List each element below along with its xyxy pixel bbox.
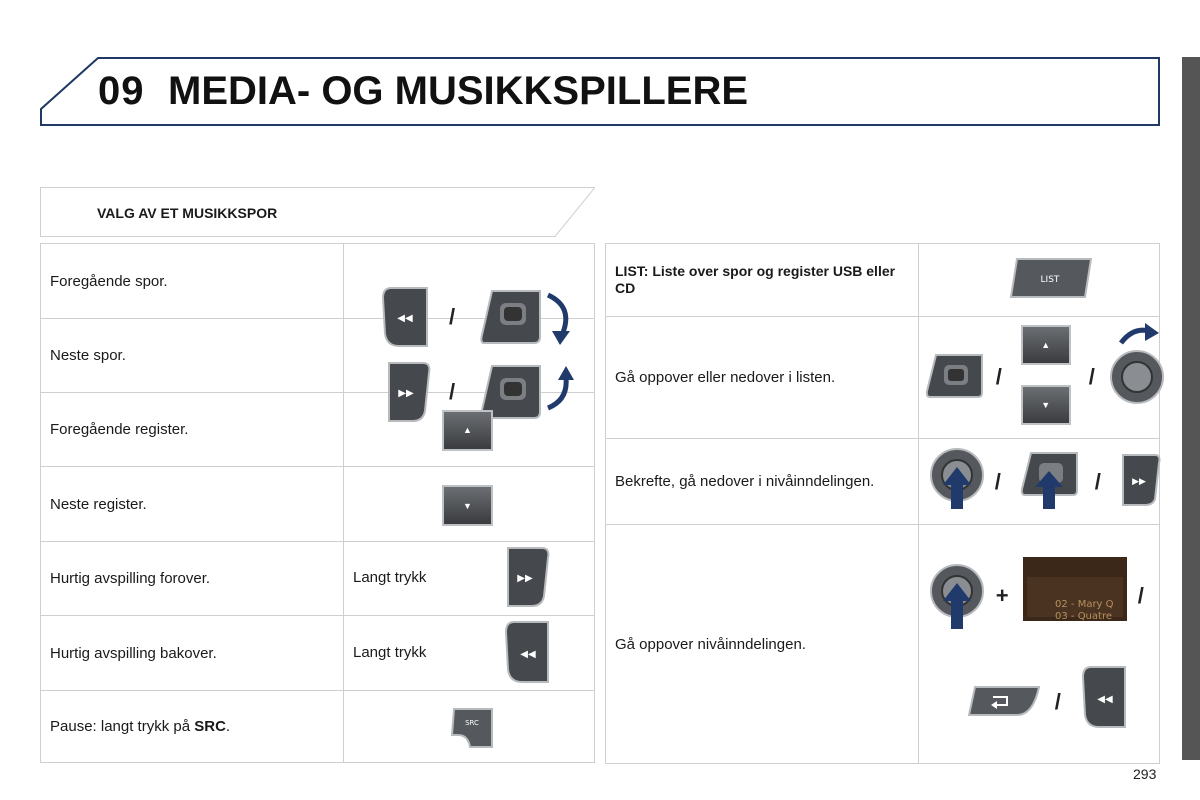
chapter-title: MEDIA- OG MUSIKKSPILLERE xyxy=(168,69,749,113)
display-screen-icon xyxy=(1023,557,1127,621)
rotary-knob-press-icon xyxy=(929,447,985,511)
section-heading xyxy=(40,187,595,237)
row-label: Pause: langt trykk på SRC. xyxy=(41,691,344,763)
long-press-note: Langt trykk xyxy=(353,644,427,661)
separator-slash: / xyxy=(449,378,456,404)
table-row xyxy=(606,525,1160,764)
forward-button-icon xyxy=(506,546,552,610)
row-label: Foregående spor. xyxy=(41,244,344,319)
separator-slash: / xyxy=(994,469,1001,494)
separator-slash: / xyxy=(449,304,456,329)
steering-control-icon xyxy=(924,353,986,399)
table-row xyxy=(41,691,595,763)
svg-text:▶▶: ▶▶ xyxy=(398,387,414,399)
list-button-icon xyxy=(1009,257,1093,301)
row-label: Gå oppover eller nedover i listen. xyxy=(606,317,919,439)
left-controls-table xyxy=(40,243,595,763)
row-label: Hurtig avspilling forover. xyxy=(41,542,344,616)
chapter-thumb-tab xyxy=(1182,57,1200,760)
back-button-icon xyxy=(967,683,1041,719)
row-label: Hurtig avspilling bakover. xyxy=(41,616,344,691)
svg-text:◀◀: ◀◀ xyxy=(520,649,536,660)
row-label: LIST: Liste over spor og register USB eller CD xyxy=(606,244,919,317)
screen-line-1: 02 - Mary Q xyxy=(1054,599,1114,610)
row-label: Gå oppover nivåinndelingen. xyxy=(606,525,919,764)
list-button-label: LIST xyxy=(1040,275,1060,285)
svg-text:▶▶: ▶▶ xyxy=(517,573,533,584)
separator-slash: / xyxy=(1088,364,1095,389)
down-arrow-button-icon: ▼ xyxy=(1021,385,1071,425)
row-label: Bekrefte, gå nedover i nivåinndelingen. xyxy=(606,439,919,525)
svg-text:◀◀: ◀◀ xyxy=(1097,694,1113,705)
up-arrow-button-icon: ▲ xyxy=(442,410,493,451)
long-press-note: Langt trykk xyxy=(353,569,427,586)
right-controls-table xyxy=(605,243,1160,764)
rewind-button-icon xyxy=(504,620,550,686)
svg-text:SRC: SRC xyxy=(465,718,479,727)
svg-text:◀◀: ◀◀ xyxy=(397,313,413,324)
table-row xyxy=(606,244,1160,317)
section-title: VALG AV ET MUSIKKSPOR xyxy=(97,205,278,221)
row-label: Neste register. xyxy=(41,467,344,542)
table-row xyxy=(41,616,595,691)
chapter-header xyxy=(40,57,1160,126)
page-number: 293 xyxy=(1133,766,1157,782)
down-arrow-button-icon: ▼ xyxy=(442,485,493,526)
separator-plus: + xyxy=(995,583,1009,608)
rotary-knob-press-icon xyxy=(929,563,985,631)
svg-text:▶▶: ▶▶ xyxy=(1131,477,1146,487)
table-row xyxy=(41,467,595,542)
rotary-knob-up-icon xyxy=(1109,321,1169,407)
table-row xyxy=(606,439,1160,525)
separator-slash: / xyxy=(995,364,1002,389)
src-button-icon xyxy=(448,707,496,751)
table-row xyxy=(606,317,1160,439)
table-row xyxy=(41,319,595,393)
rewind-button-icon xyxy=(1081,665,1127,731)
row-label: Foregående register. xyxy=(41,393,344,467)
separator-slash: / xyxy=(1137,583,1144,608)
forward-button-icon xyxy=(1121,453,1163,509)
table-row xyxy=(41,542,595,616)
table-row xyxy=(41,244,595,319)
row-label: Neste spor. xyxy=(41,319,344,393)
separator-slash: / xyxy=(1054,689,1061,714)
separator-slash: / xyxy=(1094,469,1101,494)
steering-control-press-icon xyxy=(1019,451,1081,511)
table-row xyxy=(41,393,595,467)
up-arrow-button-icon: ▲ xyxy=(1021,325,1071,365)
screen-line-2: 03 - Quatre xyxy=(1054,611,1112,621)
chapter-number: 09 xyxy=(98,69,145,113)
src-label: SRC xyxy=(194,718,226,735)
